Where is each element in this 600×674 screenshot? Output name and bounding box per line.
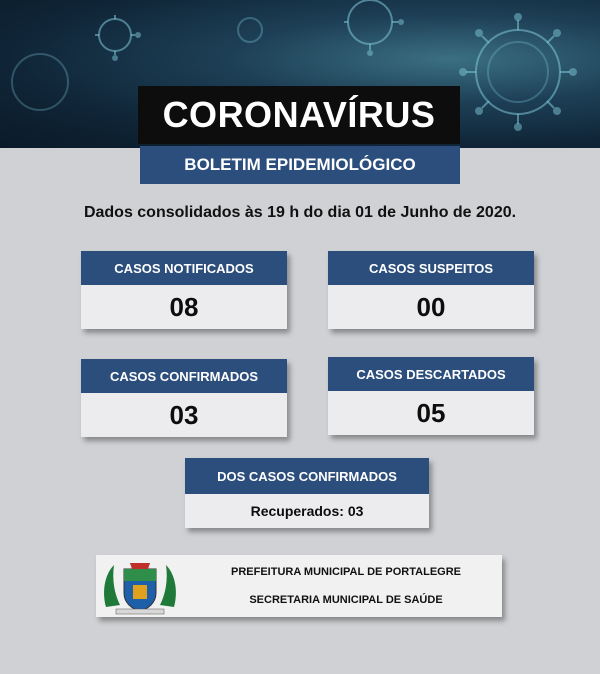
card-label: CASOS SUSPEITOS	[328, 251, 534, 285]
card-suspected-cases	[328, 251, 534, 329]
card-value: Recuperados: 03	[185, 494, 429, 528]
footer-prefecture: PREFEITURA MUNICIPAL DE PORTALEGRE	[231, 566, 461, 578]
card-label: CASOS CONFIRMADOS	[81, 359, 287, 393]
card-label: DOS CASOS CONFIRMADOS	[185, 458, 429, 494]
card-notified-cases	[81, 251, 287, 329]
page-subtitle: BOLETIM EPIDEMIOLÓGICO	[140, 146, 460, 184]
card-value: 00	[328, 285, 534, 329]
card-value: 08	[81, 285, 287, 329]
card-value: 05	[328, 391, 534, 435]
card-value: 03	[81, 393, 287, 437]
municipal-crest-icon	[100, 557, 180, 615]
page-title: CORONAVÍRUS	[138, 86, 460, 144]
card-confirmed-detail	[185, 458, 429, 528]
card-discarded-cases	[328, 357, 534, 435]
card-label: CASOS DESCARTADOS	[328, 357, 534, 391]
consolidated-date-text: Dados consolidados às 19 h do dia 01 de Junho de 2020.	[83, 204, 517, 221]
municipal-footer	[96, 555, 502, 617]
footer-health-secretariat: SECRETARIA MUNICIPAL DE SAÚDE	[249, 594, 443, 606]
card-label: CASOS NOTIFICADOS	[81, 251, 287, 285]
card-confirmed-cases	[81, 359, 287, 437]
